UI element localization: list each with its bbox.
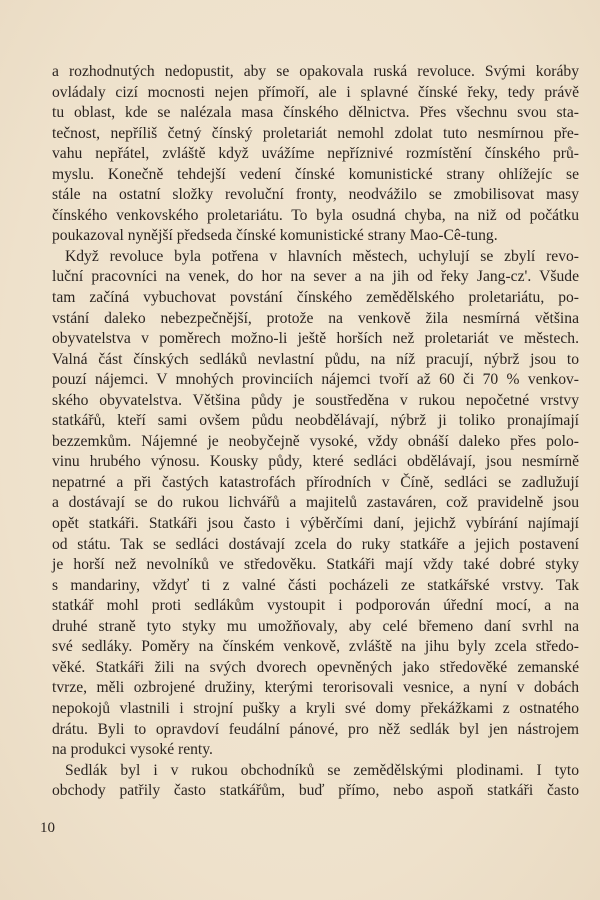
text-line: tu oblast, kde se nalézala masa čínského dělnictva. Přes všechnu svou sta- — [52, 104, 579, 122]
text-line: opět statkáři. Statkáři jsou často i výběrčími daní, jejichž vybírání najímají — [52, 515, 579, 533]
text-line: své sedláky. Poměry na čínském venkově, zvláště na jihu byly zcela středo- — [52, 638, 579, 656]
text-line: vahu nepřátel, zvláště když uvážíme nepříznivé rozmístění čínského prů- — [52, 145, 579, 163]
text-line: obyvatelstva v poměrech možno-li ještě horších než proletariát ve městech. — [52, 330, 579, 348]
text-line: Když revoluce byla potřena v hlavních městech, uchylují se zbylí revo- — [65, 247, 579, 265]
text-line: čínského venkovského proletariátu. To byla osudná chyba, na niž od počátku — [52, 206, 579, 224]
text-line: poukazoval nynější předseda čínské komunistické strany Mao-Cê-tung. — [52, 227, 498, 245]
text-line: vinu hrubého výnosu. Kousky půdy, které sedláci obdělávají, jsou nesmírně — [52, 453, 579, 471]
text-line: stále na ostatní složky revoluční fronty, neodvážilo se zmobilisovat masy — [52, 186, 579, 204]
text-line: na produkci vysoké renty. — [52, 741, 213, 759]
text-line: druhé straně tyto styky mu umožňovaly, aby celé břemeno daní svrhl na — [52, 617, 579, 635]
text-line: tvrze, měli ozbrojené družiny, kterými terorisovali vesnice, a nyní v dobách — [52, 679, 579, 697]
text-line: bezzemkům. Nájemné je neobyčejně vysoké, vždy obnáší daleko přes polo- — [52, 432, 579, 450]
text-line: ovládaly cizí mocnosti nejen přímoří, ale i splavné čínské řeky, tedy právě — [52, 83, 579, 101]
text-line: Valná část čínských sedláků nevlastní půdu, na níž pracují, nýbrž jsou to — [52, 350, 579, 368]
text-line: tečnost, nepříliš četný čínský proletariát nemohl zdolat tuto nesmírnou pře- — [52, 124, 579, 142]
text-line: pouzí nájemci. V mnohých provinciích nájemci tvoří až 60 či 70 % venkov- — [52, 371, 579, 389]
body-text — [52, 62, 579, 802]
text-line: a dostávají se do rukou lichvářů a majitelů zastaváren, což pravidelně jsou — [52, 494, 579, 512]
text-line: luční pracovníci na venek, do hor na sever a na jih od řeky Jang-cz'. Všude — [52, 268, 579, 286]
text-line: je horší než nevolníků ve středověku. Statkáři mají vždy také dobré styky — [52, 556, 579, 574]
text-line: statkářů, kteří sami ovšem půdu neobdělávají, nýbrž ji toliko pronajímají — [52, 412, 579, 430]
text-line: nepatrné a při častých katastrofách přírodních v Číně, sedláci se zadlužují — [52, 473, 579, 491]
text-line: od státu. Tak se sedláci dostávají zcela do ruky statkáře a jejich postavení — [52, 535, 579, 553]
text-line: s mandariny, vždyť ti z valné části pocházeli ze statkářské vrstvy. Tak — [52, 576, 579, 594]
text-line: a rozhodnutých nedopustit, aby se opakovala ruská revoluce. Svými koráby — [52, 63, 579, 80]
text-line: statkář mohl proti sedlákům vystoupit i podporován úřední mocí, a na — [52, 597, 579, 615]
text-line: drátu. Byli to opravdoví feudální pánové, pro něž sedlák byl jen nástrojem — [52, 720, 579, 738]
text-line: vstání daleko nebezpečnější, protože na venkově žila nesmírná většina — [52, 309, 579, 327]
text-line: tam začíná vybuchovat povstání čínského zemědělského proletariátu, po- — [52, 289, 579, 307]
text-line: nepokojů vlastnili i strojní pušky a kryli své domy překážkami z ostnatého — [52, 699, 579, 717]
text-line: obchody patřily často statkářům, buď přímo, nebo aspoň statkáři často — [52, 782, 579, 800]
text-line: Sedlák byl i v rukou obchodníků se zemědělskými plodinami. I tyto — [65, 761, 579, 779]
text-line: myslu. Konečně tehdejší vedení čínské komunistické strany ohlížejíc se — [52, 165, 579, 183]
text-line: ského obyvatelstva. Většina půdy je soustředěna v rukou nepočetné vrstvy — [52, 391, 579, 409]
page-number: 10 — [40, 820, 55, 836]
text-line: věké. Statkáři žili na svých dvorech opevněných jako středověké zemanské — [52, 658, 579, 676]
